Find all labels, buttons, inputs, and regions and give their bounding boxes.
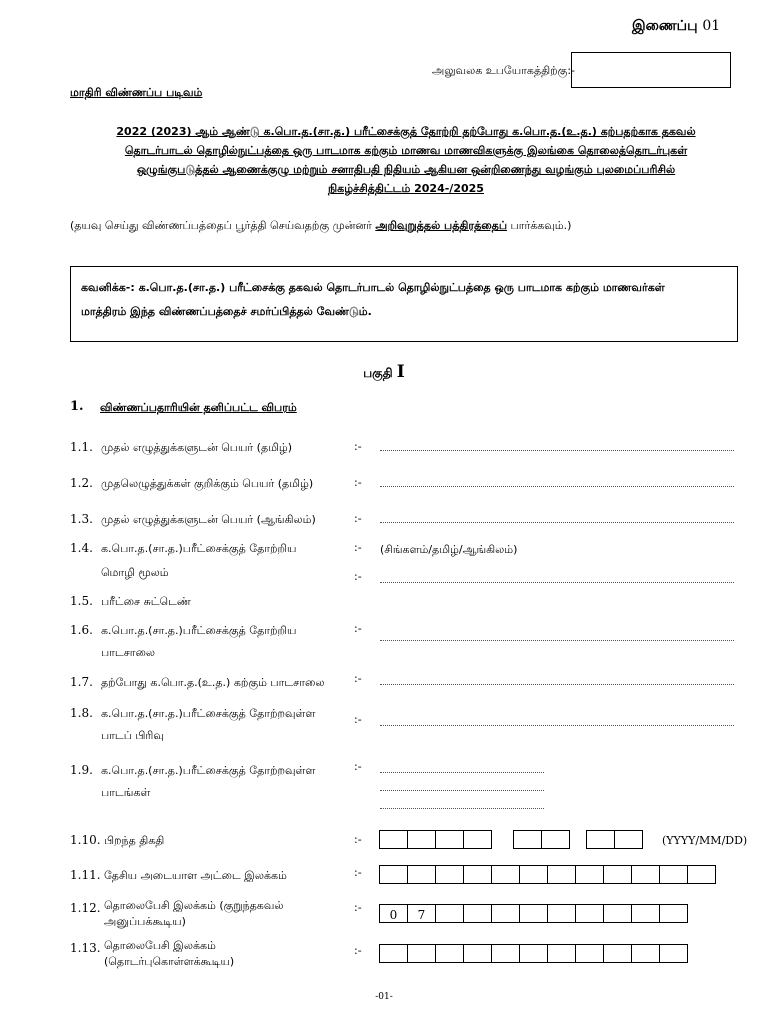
medium-field[interactable]: [380, 582, 734, 583]
notice-line: மாத்திரம் இந்த விண்ணப்பத்தைச் சமர்ப்பித்தல் வேண்டும்.: [81, 305, 372, 318]
digit-box[interactable]: 7: [407, 904, 436, 923]
question-label: முதல் எழுத்துக்களுடன் பெயர் (ஆங்கிலம்): [101, 513, 316, 526]
notice-line: கவனிக்க-: க.பொ.த.(சா.த.) பரீட்சைக்கு தகவல் தொடர்பாடல் தொழில்நுட்பத்தை ஒரு பாடமாக கற்கும் மாணவர்கள்: [81, 281, 665, 294]
digit-box[interactable]: [463, 904, 492, 923]
digit-box[interactable]: [519, 944, 548, 963]
question-label: முதலெழுத்துக்கள் குறிக்கும் பெயர் (தமிழ்): [101, 477, 314, 490]
question-number: 1.13.: [70, 941, 101, 955]
digit-box[interactable]: [407, 865, 436, 884]
digit-box[interactable]: [491, 944, 520, 963]
colon: :-: [354, 866, 362, 879]
question-label: தற்போது க.பொ.த.(உ.த.) கற்கும் பாடசாலை: [101, 676, 325, 689]
digit-box[interactable]: [435, 865, 464, 884]
name-english-field[interactable]: [380, 522, 734, 523]
question-label: தொலைபேசி இலக்கம் (குறுந்தகவல்: [104, 899, 284, 912]
question-number: 1.7.: [70, 675, 93, 689]
question-label-cont: அனுப்பக்கூடிய): [104, 915, 186, 928]
annex-text: இணைப்பு: [632, 18, 698, 34]
digit-box[interactable]: [603, 944, 632, 963]
digit-box[interactable]: [407, 830, 436, 849]
question-number: 1.6.: [70, 623, 93, 637]
digit-box[interactable]: [614, 830, 643, 849]
question-label: க.பொ.த.(சா.த.)பரீட்சைக்குத் தோற்றவுள்ள: [101, 707, 316, 720]
colon: :-: [354, 833, 362, 846]
instruction-prefix: (தயவு செய்து விண்ணப்பத்தைப் பூர்த்தி செய்வதற்கு முன்னர்: [70, 219, 372, 232]
question-number: 1.11.: [70, 868, 101, 882]
digit-box[interactable]: [435, 830, 464, 849]
title-line: ஒழுங்குபடுத்தல் ஆணைக்குழு மற்றும் சனாதிபதி நிதியம் ஆகியன ஒன்றிணைந்து வழங்கும் புலமைப்பரிசில்: [136, 163, 676, 176]
digit-box[interactable]: [407, 944, 436, 963]
model-form-label: மாதிரி விண்ணப்ப படிவம்: [70, 86, 203, 99]
name-tamil-field[interactable]: [380, 450, 734, 451]
subjects-field-3[interactable]: [380, 808, 544, 809]
digit-box[interactable]: [379, 944, 408, 963]
colon: :-: [354, 944, 362, 957]
digit-box[interactable]: [603, 904, 632, 923]
question-number: 1.1.: [70, 440, 93, 454]
colon: :-: [354, 440, 362, 453]
part-label: பகுதி: [363, 366, 393, 380]
digit-box[interactable]: [519, 904, 548, 923]
colon: :-: [354, 570, 362, 583]
digit-box[interactable]: [575, 904, 604, 923]
question-number: 1.9.: [70, 763, 93, 777]
digit-box[interactable]: [631, 865, 660, 884]
instruction-link: அறிவுறுத்தல் பத்திரத்தைப்: [375, 219, 508, 232]
digit-box[interactable]: [687, 865, 716, 884]
colon: :-: [354, 541, 362, 554]
instruction-suffix: பார்க்கவும்.): [510, 219, 572, 232]
digit-box[interactable]: [547, 944, 576, 963]
digit-box[interactable]: [659, 865, 688, 884]
digit-box[interactable]: [575, 865, 604, 884]
digit-box[interactable]: [547, 904, 576, 923]
question-label: தொலைபேசி இலக்கம்: [104, 939, 216, 952]
part-number: I: [396, 362, 405, 382]
question-number: 1.5.: [70, 594, 93, 608]
digit-box[interactable]: [491, 904, 520, 923]
colon: :-: [354, 672, 362, 685]
digit-box[interactable]: [603, 865, 632, 884]
al-school-field[interactable]: [380, 684, 734, 685]
question-number: 1.4.: [70, 541, 93, 555]
ol-school-field[interactable]: [380, 640, 734, 641]
question-number: 1.8.: [70, 706, 93, 720]
digit-box[interactable]: [463, 944, 492, 963]
stream-field[interactable]: [380, 725, 734, 726]
question-label: பரீட்சை சுட்டெண்: [101, 595, 191, 608]
nic-boxes[interactable]: [379, 865, 715, 884]
digit-box[interactable]: [541, 830, 570, 849]
question-number: 1.3.: [70, 512, 93, 526]
colon: :-: [354, 622, 362, 635]
digit-box[interactable]: [519, 865, 548, 884]
colon: :-: [354, 901, 362, 914]
office-use-box[interactable]: [571, 52, 731, 88]
digit-box[interactable]: [631, 904, 660, 923]
digit-box[interactable]: [463, 865, 492, 884]
subjects-field-2[interactable]: [380, 790, 544, 791]
question-number: 1.2.: [70, 476, 93, 490]
dob-month-boxes[interactable]: [513, 830, 569, 849]
title-line: 2022 (2023) ஆம் ஆண்டு க.பொ.த.(சா.த.) பரீட்சைக்குத் தோற்றி தற்போது க.பொ.த.(உ.த.) கற்பதற்காக தகவல்: [116, 125, 696, 138]
contact-phone-boxes[interactable]: [379, 944, 687, 963]
section-number: 1.: [70, 399, 84, 414]
annex-label: [632, 18, 720, 36]
question-label: க.பொ.த.(சா.த.)பரீட்சைக்குத் தோற்றவுள்ள: [101, 764, 316, 777]
question-label: க.பொ.த.(சா.த.)பரீட்சைக்குத் தோற்றிய: [101, 542, 297, 555]
title-line: நிகழ்ச்சித்திட்டம் 2024-/2025: [328, 182, 484, 195]
digit-box[interactable]: [631, 944, 660, 963]
question-label: க.பொ.த.(சா.த.)பரீட்சைக்குத் தோற்றிய: [101, 624, 297, 637]
question-label: முதல் எழுத்துக்களுடன் பெயர் (தமிழ்): [101, 441, 293, 454]
notice-box: [70, 266, 738, 342]
digit-box[interactable]: [659, 944, 688, 963]
question-number: 1.12.: [70, 901, 101, 915]
digit-box[interactable]: [379, 865, 408, 884]
medium-options-note: (சிங்களம்/தமிழ்/ஆங்கிலம்): [380, 543, 518, 556]
page-number: -01-: [375, 992, 393, 1002]
name-denoted-field[interactable]: [380, 486, 734, 487]
digit-box[interactable]: [547, 865, 576, 884]
question-label: பிறந்த திகதி: [104, 834, 165, 847]
colon: :-: [354, 476, 362, 489]
date-format-hint: (YYYY/MM/DD): [662, 834, 748, 847]
form-title: [70, 122, 742, 198]
colon: :-: [354, 512, 362, 525]
question-label-cont: (தொடர்புகொள்ளக்கூடிய): [104, 955, 235, 968]
question-label-cont: பாடங்கள்: [101, 786, 151, 799]
dob-year-boxes[interactable]: [379, 830, 491, 849]
digit-box[interactable]: [659, 904, 688, 923]
digit-box[interactable]: [491, 865, 520, 884]
digit-box[interactable]: [435, 904, 464, 923]
section-title: விண்ணப்பதாரியின் தனிப்பட்ட விபரம்: [100, 401, 297, 414]
subjects-field-1[interactable]: [380, 772, 544, 773]
digit-box[interactable]: [379, 830, 408, 849]
instruction-text: [70, 219, 571, 234]
colon: :-: [354, 713, 362, 726]
digit-box[interactable]: 0: [379, 904, 408, 923]
question-label-cont: மொழி மூலம்: [101, 566, 169, 579]
digit-box[interactable]: [435, 944, 464, 963]
question-label-cont: பாடப் பிரிவு: [101, 729, 164, 742]
title-line: தொடர்பாடல் தொழில்நுட்பத்தை ஒரு பாடமாக கற்கும் மாணவ மாணவிகளுக்கு இலங்கை தொலைத்தொடர்புகள்: [124, 144, 688, 157]
question-number: 1.10.: [70, 833, 101, 847]
digit-box[interactable]: [463, 830, 492, 849]
office-use-label: அலுவலக உபயோகத்திற்கு:-: [432, 64, 575, 77]
part-heading: [0, 362, 768, 382]
dob-day-boxes[interactable]: [586, 830, 642, 849]
question-label-cont: பாடசாலை: [101, 646, 156, 659]
question-label: தேசிய அடையாள அட்டை இலக்கம்: [104, 869, 287, 882]
annex-number: 01: [702, 18, 721, 34]
colon: :-: [354, 760, 362, 773]
digit-box[interactable]: [513, 830, 542, 849]
sms-phone-boxes[interactable]: [379, 904, 687, 923]
digit-box[interactable]: [575, 944, 604, 963]
digit-box[interactable]: [586, 830, 615, 849]
